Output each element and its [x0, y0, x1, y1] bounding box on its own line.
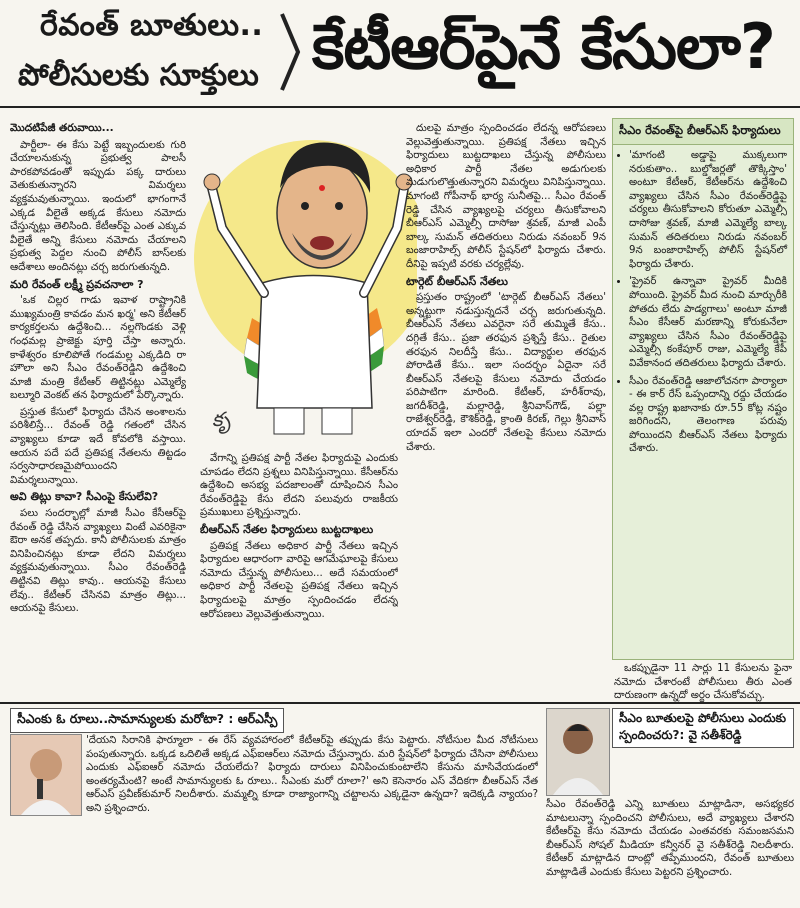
- bottom-section: [0, 702, 800, 908]
- column-2: [200, 452, 398, 692]
- kicker-line-2: పోలీసులకు సూక్తులు: [18, 58, 259, 93]
- bottom-right-title: సీఎం బూతులపై పోలీసులు ఎందుకు స్పందించరు?: వై సతీశ్‌రెడ్డి: [612, 708, 794, 748]
- continued-byline: మొదటిపేజీ తరువాయి...: [10, 122, 114, 134]
- col4-paragraph-1: ఒకప్పుడైనా 11 సార్లు 11 కేసులను ఫైనా నమోదు చేశారంటే పోలీసులు తీరు ఎంత దారుణంగా ఉన్నదో అర్థం చేసుకోవచ్చు.: [614, 663, 792, 702]
- col2-subhead-1: బీఆర్‌ఎస్ నేతల ఫిర్యాదులు బుట్టదాఖలు: [200, 522, 374, 536]
- main-headline: కేటీఆర్‌పైనే కేసులా?: [312, 10, 775, 83]
- bottom-left-article: [10, 708, 540, 904]
- col2-paragraph-2: ప్రతిపక్ష నేతలు అధికార పార్టీ నేతలు ఇచ్చిన ఫిర్యాదుల ఆధారంగా వారిపై ఆగమేఘాలపై కేసులు నమోదు చేస్తున్న పోలీసులు... అదే సమయంలో అధికార పార్టీ నేతలపై ప్రతిపక్ష నేతలు ఇచ్చిన ఫిర్యాదులపై మాత్రం స్పందించడం లేదన్న ఆరోపణలు వెల్లువెత్తుతున్నాయి.: [200, 540, 398, 620]
- masthead: [0, 0, 800, 108]
- complaints-list: [613, 149, 793, 456]
- sidebar-box-title: సీఎం రేవంత్‌పై బీఆర్‌ఎస్ ఫిర్యాదులు: [613, 119, 793, 145]
- column-3: [406, 122, 606, 692]
- column-1: [10, 122, 186, 692]
- cartoonist-signature: కృ: [212, 407, 231, 431]
- col1-paragraph-2: 'ఒక చిల్లర గాడు ఇవాళ రాష్ట్రానికి ముఖ్యమంత్రి కావడం మన ఖర్మ' అని కేటీఆర్ కార్యకర్తలను ఉద్దేశించి... నల్లగొండకు వెళ్లి గంధమల్ల ప్రాజెక్టు పూర్తి చేస్తా అన్నారు. కాళేశ్వరం కూలిపోతే గండమల్ల ఎక్కడిది రా హౌలా అని సీఎం రేవంత్‌రెడ్డిని ఉద్దేశించి మాజీ మంత్రి కేటీఆర్ తిట్టినట్లు ఎమ్మెల్యే బల్మూరి వెంకట్ తన ఫిర్యాదులో పేర్కొన్నారు.: [10, 295, 186, 402]
- col3-subhead-1: టార్గెట్ బీఆర్‌ఎస్ నేతలు: [406, 274, 508, 288]
- bottom-left-title: సీఎంకు ఓ రూలు..సామాన్యులకు మరోటా? : ఆర్‌ఎస్పీ: [10, 708, 284, 733]
- col1-subhead-1: మరి రేవంత్ లక్ష్మీ ప్రవచనాలా ?: [10, 277, 144, 291]
- complaints-sidebar-box: [612, 118, 794, 660]
- speaker-photo-2: [546, 708, 610, 796]
- speaker-photo-1: [10, 734, 82, 816]
- bottom-right-text: సీఎం రేవంత్‌రెడ్డి ఎన్ని బూతులు మాట్లాడినా, అసభ్యకర మాటలున్నా స్పందించని పోలీసులు, అదే వ్యాఖ్యలు చేశారని కేటీఆర్‌పై కేసు నమోదు చేయడం ఎంతవరకు సమంజసమని బీఆర్‌ఎస్ సోషల్ మీడియా కన్వీనర్ వై సతీశ్‌రెడ్డి నిలదీశారు. కేటీఆర్ మాట్లాడిన దాంట్లో తప్పేముందని, రేవంత్ బూతులు మాట్లాడితే ఎందుకు కేసులు పెట్టరని ప్రశ్నించారు.: [546, 799, 794, 878]
- kicker-line-1: రేవంత్ బూతులు..: [40, 8, 264, 43]
- cartoon-illustration: [192, 108, 417, 438]
- col3-paragraph-1: దులపై మాత్రం స్పందించడం లేదన్న ఆరోపణలు వెల్లువెత్తుతున్నాయి. ప్రతిపక్ష నేతలు ఇచ్చిన ఫిర్యాదులు బుట్టదాఖలు చేస్తున్న పోలీసులు అధికార పార్టీ నేతల అడుగులకు మడుగులొత్తుతున్నారని విమర్శలు వినిపిస్తున్నాయి. మాగంటి గోపీనాథ్ భార్య సునీతపై... సీఎం రేవంత్ రెడ్డి చేసిన వ్యాఖ్యలపై చర్యలు తీసుకోవాలని బీఆర్‌ఎస్ ఎమ్మెల్సీ దాసోజు శ్రవణ్, మాజీ ఎంపీ బాల్క సుమన్ తదితరులు నిరుడు నవంబర్ 9న బంజారాహిల్స్ పోలీస్ స్టేషన్‌లో ఫిర్యాదు చేశారు. దీనిపై ఇప్పటి వరకు చర్యల్లేవు.: [406, 123, 606, 270]
- bottom-right-article: [546, 708, 794, 904]
- complaint-item: • 'మాగంటి అడ్డాపై ముక్కలుగా నరుకుతాం.. బుల్డోజర్లతో తొక్కిస్తాం' అంటూ కేటీఆర్, కేటీఆర్‌ను ఉద్దేశించి వ్యాఖ్యలు చేసిన సీఎం రేవంత్‌రెడ్డిపై చర్యలు తీసుకోవాలని కోరుతూ ఎమ్మెల్సీ దాసోజు శ్రవణ్, మాజీ ఎమ్మెల్యే బాల్క సుమన్ తదితరులు నిరుడు నవంబర్ 9న బంజారాహిల్స్ పోలీస్ స్టేషన్‌లో ఫిర్యాదు చేశారు.: [629, 149, 787, 271]
- bottom-left-text: 'దేయని సిరానికి ఫార్మూలా - ఈ రేస్ వ్యవహారంలో కేటీఆర్‌పై తప్పుడు కేసు పెట్టారు. నోటీసుల మీద నోటీసులు పంపుతున్నారు. ఒక్కడ ఒదిలితే అక్కడ ఎఫ్ఐఆర్‌లు నమోదు చేస్తున్నారు. మరి స్టేషన్‌లో ఫిర్యాదు చేసినా పోలీసులు ఎందుకు ఎఫ్ఐఆర్ నమోదు చేయలేదు? ఫిర్యాదు దారులు వినిపించుకుంటాలేని కేసును మాసివేయడంలో అంతర్యమేంటి? అంటే సామాన్యులకు ఓ రూలు.. సీఎంకు మరో రూలా?' అని కెసెనారం ఎస్ వేదికగా బీఆర్‌ఎస్ నేత ఆర్‌ఎస్ ప్రవీణ్‌కుమార్ నిలదీశారు. మమ్మల్ని కూడా రాజ్యాంగాన్ని చట్టాలను ఎక్కడైనా ఉన్నదా? ఇదెక్కడి న్యాయం? అని ప్రశ్నించారు.: [86, 735, 538, 814]
- col2-paragraph-1: వేగాన్ని ప్రతిపక్ష పార్టీ నేతల ఫిర్యాదుపై ఎందుకు చూపడం లేదని ప్రశ్నలు వినిపిస్తున్నాయి. కేసీఆర్‌ను ఉద్దేశించి అసభ్య పదజాలంతో దూషించిన సీఎం రేవంత్‌రెడ్డిపై కేసు లేదని పలువురు రాజకీయ ప్రముఖులు ప్రశ్నిస్తున్నారు.: [200, 453, 398, 519]
- complaint-item: • 'ప్రైవర్ ఉన్నావా ప్రైవర్ మీదికి పోయింది. ప్రైవర్ మీద నుంచి మార్చురీకి పోతదు లేదు పాడ్యగాలు' అంటూ మాజీ సీఎం కేసీఆర్ మరణాన్ని కోరుకునేలా వ్యాఖ్యలు చేసిన సీఎం రేవంత్‌రెడ్డిపై ఎమ్మెల్సీ కంకేపూర్ రాజు, ఎమ్మెల్యే కేపీ వివేకానంద తదితరులు ఫిర్యాదు చేశారు.: [629, 275, 787, 370]
- column-4-footer: [614, 662, 792, 702]
- col1-subhead-2: అవి తిట్లు కావా? సీఎంపై కేసులేవి?: [10, 490, 159, 504]
- col1-paragraph-4: పలు సందర్భాల్లో మాజీ సీఎం కేసీఆర్‌పై రేవంత్ రెడ్డి చేసిన వ్యాఖ్యలు వింటే ఎవరికైనా ఔరా అనక తప్పదు. కానీ పోలీసులకు మాత్రం వినిపించినట్లు కూడా లేదని విమర్శలు వ్యక్తమవుతున్నాయి. సీఎం రేవంత్‌రెడ్డి తిట్టినవి తిట్లు కావు.. ఆయనపై కేసులు లేవు.. కేటీఆర్ చేసినవి మాత్రం తిట్లు... ఆయనపై కేసులు.: [10, 508, 186, 615]
- col1-paragraph-1: పార్టీలా- ఈ కేసు పెట్టే ఇబ్బందులకు గురి చేయాలనుకున్న ప్రభుత్వ పాలసీ పారకపోవడంతో ఇప్పుడు పక్క దారులు వెతుకుతున్నారని విమర్శలు వ్యక్తమవుతున్నాయి. ఇందులో భాగంగానే ఎక్కడ వీలైతే అక్కడ కేసులు నమోదు చేస్తున్నట్లు తెలిసింది. కేటీఆర్‌పై ఎంత ఎక్కువ వీలైతే అన్ని కేసులు నమోదు చేయాలని ప్రభుత్వ పెద్దల నుంచి పోలీస్ బాస్‌లకు ఆదేశాలు అందినట్లు చర్చ జరుగుతున్నది.: [10, 139, 186, 273]
- col3-paragraph-2: ప్రస్తుతం రాష్ట్రంలో 'టార్గెట్ బీఆర్‌ఎస్ నేతలు' అన్నట్టుగా నడుస్తున్నదనే చర్చ జరుగుతున్నది. బీఆర్‌ఎస్ నేతలు ఎవరైనా సరే తుమ్మితే కేసు.. దగ్గితే కేసు.. ప్రజా తరఫున ప్రశ్నిస్తే కేసు.. రైతుల తరఫున నిలదీస్తే కేసు.. విద్యార్థుల తరఫున పోరాడితే కేసు.. ఇలా సందర్భం ఏదైనా సరే బీఆర్‌ఎస్ నేతలపై కేసులు నమోదు చేయడం పరిపాటిగా మారింది. కేటీఆర్, హరీశ్‌రావు, జగదీశ్‌రెడ్డి, మల్లారెడ్డి, శ్రీనివాస్‌గౌడ్, పల్లా రాజేశ్వర్‌రెడ్డి, కౌశిక్‌రెడ్డి, క్రాంతి కిరణ్, గెల్లు శ్రీనివాస్ యాదవ్ ఇలా ఎందరో నేతలపై కేసులు నమోదు చేశారు.: [406, 292, 606, 453]
- col1-paragraph-3: ప్రస్తుత కేసులో ఫిర్యాదు చేసిన అంశాలను పరిశీలిస్తే... రేవంత్ రెడ్డి గతంలో చేసిన వ్యాఖ్యలు కూడా ఇదే కోవలోకి వస్తాయి. ఆయన పదే పదే ప్రతిపక్ష నేతలను తిట్టడం సర్వసాధారణమైపోయిందని విమర్శలున్నాయి.: [10, 406, 186, 486]
- headline-divider-chevron: [278, 12, 302, 92]
- complaint-item: • సీఎం రేవంత్‌రెడ్డి ఆజాలోచనగా పార్యాలా - ఈ కార్ రేస్ ఒప్పందాన్ని రద్దు చేయడం వల్ల రాష్ట్ర ఖజానాకు రూ.55 కోట్ల నష్టం జరిగిందని, తెలంగాణ పరువు పోయిందని బీఆర్‌ఎస్ నేతలు ఫిర్యాదు చేశారు.: [629, 375, 787, 457]
